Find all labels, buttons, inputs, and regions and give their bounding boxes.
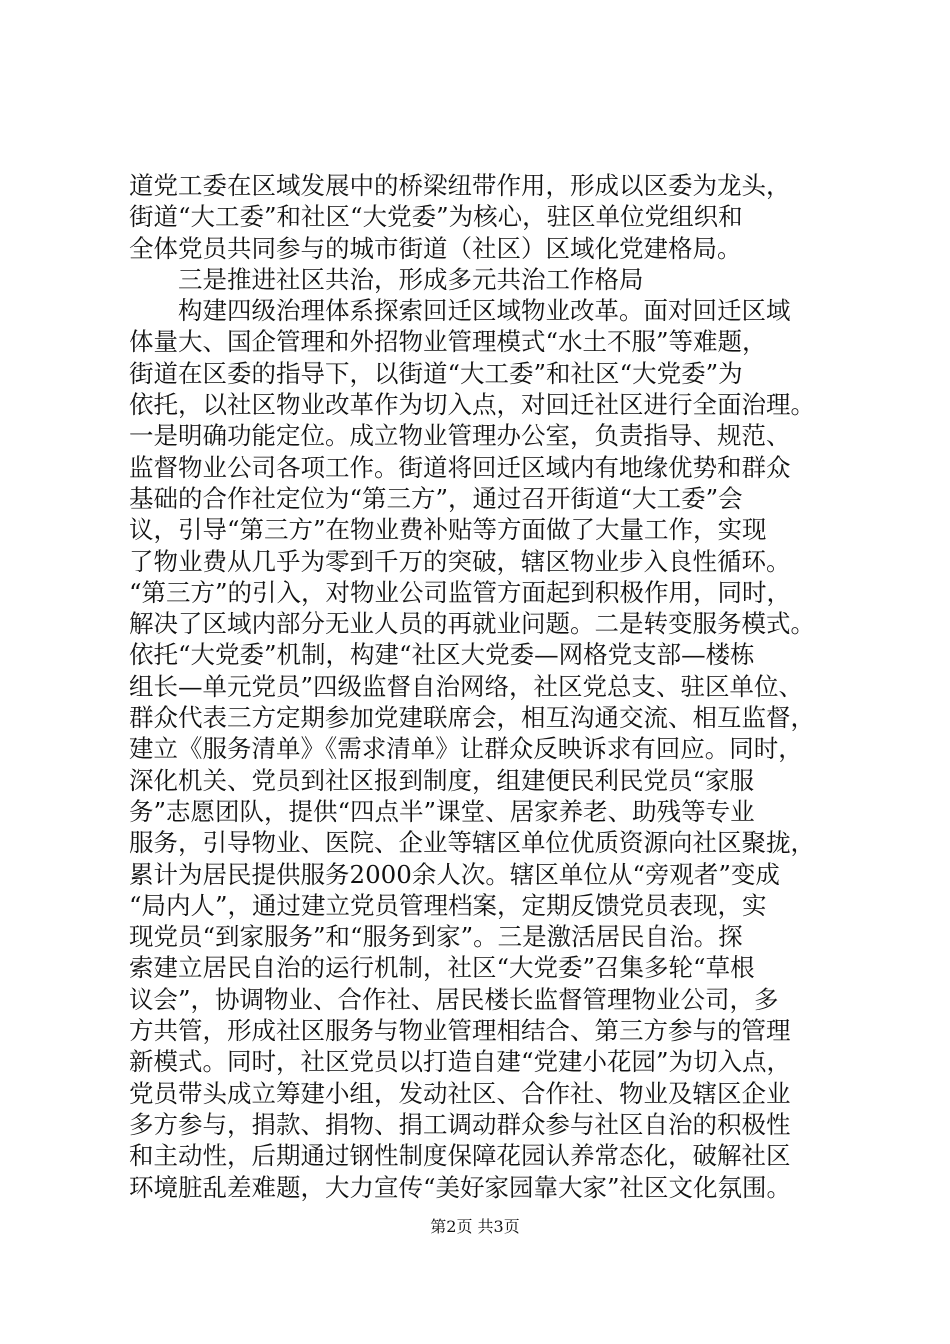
text-line: 现党员“到家服务”和“服务到家”。三是激活居民自治。探 [129, 922, 743, 952]
text-line: 全体党员共同参与的城市街道（社区）区域化党建格局。 [129, 233, 742, 263]
text-line: 议，引导“第三方”在物业费补贴等方面做了大量工作，实现 [129, 515, 767, 545]
text-line: 和主动性，后期通过钢性制度保障花园认养常态化，破解社区 [129, 1141, 791, 1171]
text-line: 环境脏乱差难题，大力宣传“美好家园靠大家”社区文化氛围。 [129, 1172, 792, 1202]
text-line: 监督物业公司各项工作。街道将回迁区域内有地缘优势和群众 [129, 452, 791, 482]
text-line: 建立《服务清单》《需求清单》让群众反映诉求有回应。同时， [129, 734, 803, 764]
text-line: 多方参与，捐款、捐物、捐工调动群众参与社区自治的积极性 [129, 1109, 791, 1139]
text-line: 三是推进社区共治，形成多元共治工作格局 [129, 264, 644, 294]
text-line: 党员带头成立筹建小组，发动社区、合作社、物业及辖区企业 [129, 1078, 791, 1108]
page-footer: 第2页 共3页 [430, 1217, 520, 1236]
text-line: 构建四级治理体系探索回迁区域物业改革。面对回迁区域 [129, 296, 791, 326]
text-line: 依托“大党委”机制，构建“社区大党委—网格党支部—楼栋 [129, 640, 755, 670]
text-line: 依托，以社区物业改革作为切入点，对回迁社区进行全面治理。 [129, 390, 815, 420]
text-line: 方共管，形成社区服务与物业管理相结合、第三方参与的管理 [129, 1016, 791, 1046]
text-line: 新模式。同时，社区党员以打造自建“党建小花园”为切入点， [129, 1047, 792, 1077]
text-line: 组长—单元党员”四级监督自治网络，社区党总支、驻区单位、 [129, 671, 804, 701]
document-body [129, 170, 834, 1203]
text-line: 群众代表三方定期参加党建联席会，相互沟通交流、相互监督， [129, 703, 815, 733]
text-line: 体量大、国企管理和外招物业管理模式“水土不服”等难题， [129, 327, 767, 357]
text-line: 街道“大工委”和社区“大党委”为核心，驻区单位党组织和 [129, 202, 743, 232]
text-line: 索建立居民自治的运行机制，社区“大党委”召集多轮“草根 [129, 953, 755, 983]
text-line: 街道在区委的指导下，以街道“大工委”和社区“大党委”为 [129, 358, 743, 388]
text-line: 道党工委在区域发展中的桥梁纽带作用，形成以区委为龙头， [129, 171, 791, 200]
text-line: 基础的合作社定位为“第三方”，通过召开街道“大工委”会 [129, 483, 743, 513]
text-line: 累计为居民提供服务2000余人次。辖区单位从“旁观者”变成 [129, 859, 780, 889]
text-line: 了物业费从几乎为零到千万的突破，辖区物业步入良性循环。 [129, 546, 791, 576]
text-line: “局内人”，通过建立党员管理档案，定期反馈党员表现，实 [129, 890, 767, 920]
text-line: 一是明确功能定位。成立物业管理办公室，负责指导、规范、 [129, 421, 791, 451]
text-line: 解决了区域内部分无业人员的再就业问题。二是转变服务模式。 [129, 609, 815, 639]
text-line: 深化机关、党员到社区报到制度，组建便民利民党员“家服 [129, 765, 755, 795]
text-line: 服务，引导物业、医院、企业等辖区单位优质资源向社区聚拢， [129, 828, 815, 858]
text-line: 务”志愿团队，提供“四点半”课堂、居家养老、助残等专业 [129, 796, 755, 826]
text-line: 议会”，协调物业、合作社、居民楼长监督管理物业公司，多 [129, 984, 779, 1014]
text-line: “第三方”的引入，对物业公司监管方面起到积极作用，同时， [129, 577, 792, 607]
